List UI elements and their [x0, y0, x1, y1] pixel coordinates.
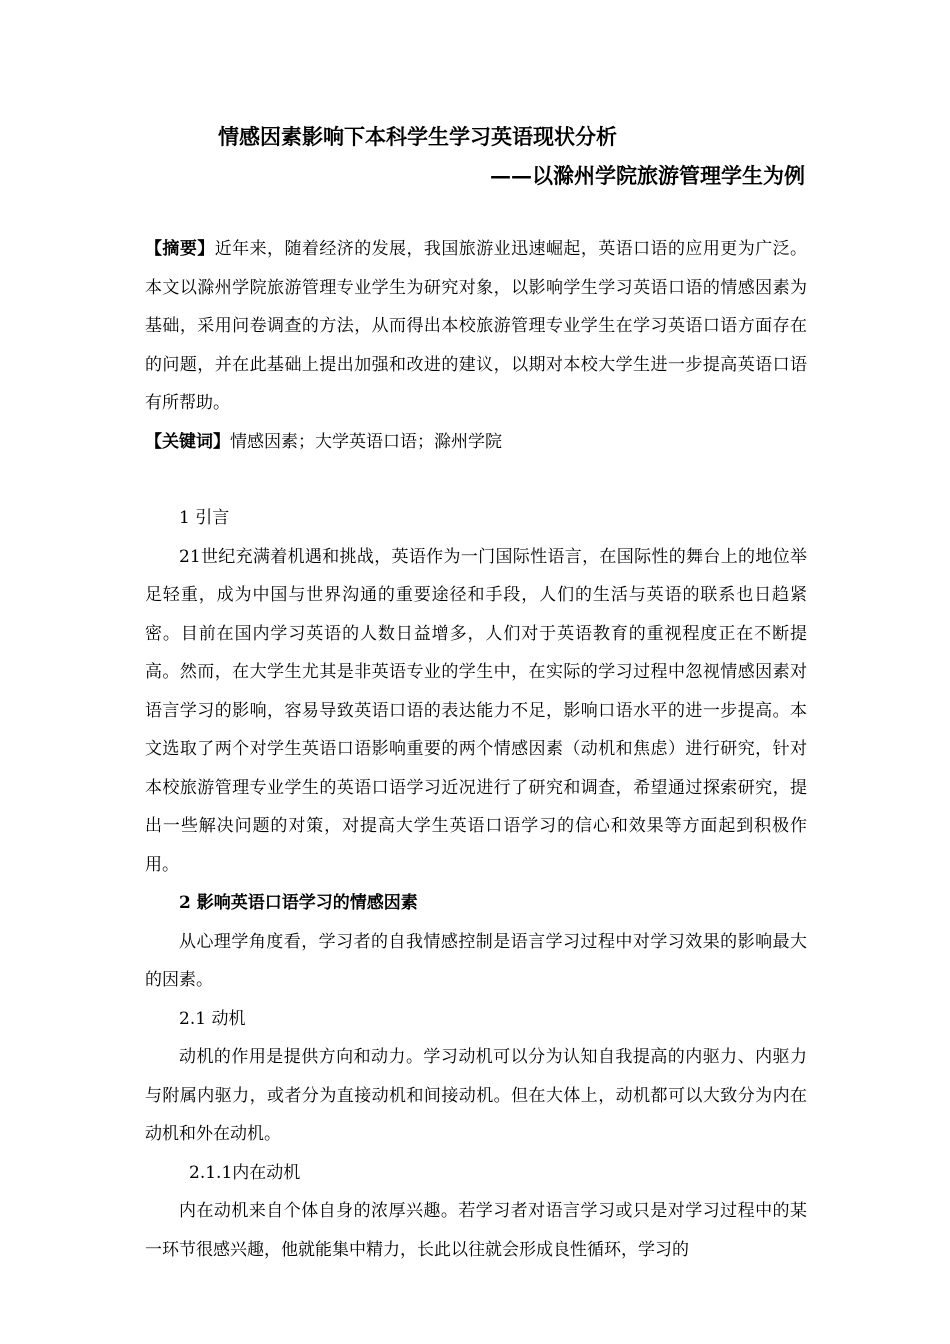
keywords-text: 情感因素；大学英语口语；滁州学院: [230, 431, 502, 452]
paper-title: 情感因素影响下本科学生学习英语现状分析: [218, 124, 617, 149]
keywords-label: 【关键词】: [145, 431, 230, 452]
section-heading-intrinsic-motivation: 2.1.1内在动机: [189, 1162, 301, 1183]
section-text-introduction: 21世纪充满着机遇和挑战，英语作为一门国际性语言，在国际性的舞台上的地位举足轻重，成为中国与世界沟通的重要途径和手段，人们的生活与英语的联系也日趋紧密。目前在国内学习英语的人数日益增多，人们对于英语教育的重视程度正在不断提高。然而，在大学生尤其是非英语专业的学生中，在实际的学习过程中忽视情感因素对语言学习的影响，容易导致英语口语的表达能力不足，影响口语水平的进一步提高。本文选取了两个对学生英语口语影响重要的两个情感因素（动机和焦虑）进行研究，针对本校旅游管理专业学生的英语口语学习近况进行了研究和调查，希望通过探索研究，提出一些解决问题的对策，对提高大学生英语口语学习的信心和效果等方面起到积极作用。: [145, 546, 807, 875]
section-heading-affective-factors: 2 影响英语口语学习的情感因素: [179, 893, 418, 913]
section-heading-introduction: 1 引言: [179, 508, 230, 528]
section-text-intrinsic-motivation: 内在动机来自个体自身的浓厚兴趣。若学习者对语言学习或只是对学习过程中的某一环节很感兴趣，他就能集中精力，长此以往就会形成良性循环，学习的: [145, 1201, 807, 1260]
abstract: [145, 230, 807, 423]
paper-body: [145, 230, 807, 1269]
abstract-text: 近年来，随着经济的发展，我国旅游业迅速崛起，英语口语的应用更为广泛。本文以滁州学院旅游管理专业学生为研究对象，以影响学生学习英语口语的情感因素为基础，采用问卷调查的方法，从而得出本校旅游管理专业学生在学习英语口语方面存在的问题，并在此基础上提出加强和改进的建议，以期对本校大学生进一步提高英语口语有所帮助。: [145, 239, 808, 413]
section-text-motivation: 动机的作用是提供方向和动力。学习动机可以分为认知自我提高的内驱力、内驱力与附属内驱力，或者分为直接动机和间接动机。但在大体上，动机都可以大致分为内在动机和外在动机。: [145, 1047, 807, 1144]
section-heading-motivation: 2.1 动机: [179, 1008, 246, 1029]
section-text-affective-factors: 从心理学角度看，学习者的自我情感控制是语言学习过程中对学习效果的影响最大的因素。: [145, 931, 807, 990]
paper-subtitle: ——以滁州学院旅游管理学生为例: [490, 163, 805, 188]
keywords: [145, 423, 807, 462]
abstract-label: 【摘要】: [145, 239, 215, 259]
